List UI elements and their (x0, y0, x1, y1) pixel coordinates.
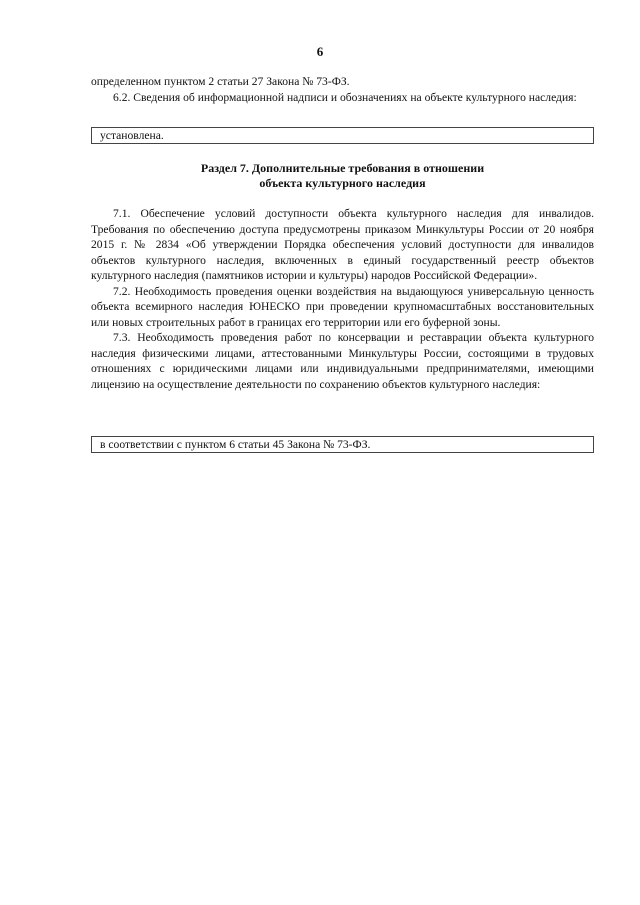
box-7-3-text: в соответствии с пунктом 6 статьи 45 Закона № 73-ФЗ. (91, 436, 594, 453)
section-7-body (91, 206, 594, 392)
page-number: 6 (316, 44, 324, 59)
box-6-2 (91, 127, 594, 144)
paragraph-7-1: 7.1. Обеспечение условий доступности объекта культурного наследия для инвалидов. Требования по обеспечению доступа предусмотрены приказом Минкультуры России от 20 ноября 2015 г. № 2834 «Об утверждении Порядка обеспечения условий доступности для инвалидов объектов культурного наследия, включенных в единый государственный реестр объектов культурного наследия (памятников истории и культуры) народов Российской Федерации». (91, 207, 594, 282)
continuation-text: определенном пунктом 2 статьи 27 Закона № 73-ФЗ. (91, 75, 350, 88)
section-7-heading (91, 161, 594, 191)
paragraph-6-2: 6.2. Сведения об информационной надписи и обозначениях на объекте культурного наследия: (113, 90, 577, 104)
paragraph-7-3: 7.3. Необходимость проведения работ по консервации и реставрации объекта культурного наследия физическими лицами, аттестованными Минкультуры России, состоящими в трудовых отношениях с юридическими лицами или индивидуальными предпринимателями, имеющими лицензию на осуществление деятельности по сохранению объектов культурного наследия: (91, 331, 594, 391)
paragraph-7-2: 7.2. Необходимость проведения оценки воздействия на выдающуюся универсальную ценность объекта всемирного наследия ЮНЕСКО при проведении крупномасштабных восстановительных или новых строительных работ в границах его территории или его буферной зоны. (91, 284, 594, 329)
section-title-line-1: Раздел 7. Дополнительные требования в отношении (200, 161, 485, 175)
box-7-3 (91, 436, 594, 453)
section-title-line-2: объекта культурного наследия (259, 176, 426, 190)
box-6-2-text: установлена. (91, 127, 594, 144)
continuation-block (91, 74, 594, 105)
